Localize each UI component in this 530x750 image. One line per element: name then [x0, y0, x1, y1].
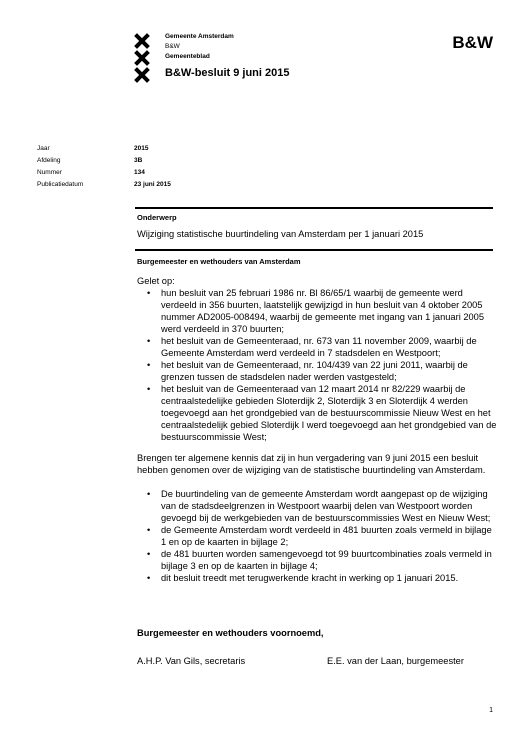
- subject-text: Wijziging statistische buurtindeling van Amsterdam per 1 januari 2015: [137, 229, 424, 239]
- list-item: • hun besluit van 25 februari 1986 nr. Bl 86/65/1 waarbij de gemeente werd verdeeld in 356 buurten, laatstelijk gewijzigd in hun besluit van 4 oktober 2005 nummer AD2005-008494, waarbij de gemeente met ingang van 1 januari 2005 werd verdeeld in 370 buurten;: [137, 287, 497, 335]
- organisation-lines: [165, 32, 234, 62]
- list-item: • de Gemeente Amsterdam wordt verdeeld in 481 buurten zoals vermeld in bijlage 1 en op de kaarten in bijlage 2;: [137, 524, 497, 548]
- amsterdam-xxx-logo-icon: [134, 33, 150, 83]
- meta-key: Publicatiedatum: [37, 181, 84, 188]
- org-name: Gemeente Amsterdam: [165, 33, 234, 40]
- list-item: • de 481 buurten worden samengevoegd tot 99 buurtcombinaties zoals vermeld in bijlage 3 en op de kaarten in bijlage 4;: [137, 548, 497, 572]
- page-number: 1: [489, 707, 493, 714]
- list-item: • De buurtindeling van de gemeente Amsterdam wordt aangepast op de wijziging van de stadsdeelgrenzen in Westpoort waarbij delen van Westpoort worden gevoegd bij de werkgebieden van de bestuurscommissies West en Nieuw West;: [137, 488, 497, 524]
- grounds-intro: Gelet op:: [137, 276, 175, 286]
- list-item: • het besluit van de Gemeenteraad, nr. 673 van 11 november 2009, waarbij de Gemeente Amsterdam werd verdeeld in 7 stadsdelen en Westpoort;: [137, 335, 497, 359]
- meta-value: 23 juni 2015: [134, 181, 171, 188]
- list-item: • het besluit van de Gemeenteraad van 12 maart 2014 nr 82/229 waarbij de centraalstedelijke gebieden Sloterdijk 2, Sloterdijk 3 en Sloterdijk 4 werden toegevoegd aan het grondgebied van de bestuurscommissie Nieuw West en het centraalstedelijk gebied Sloterdijk I werd toegevoegd aan het grondgebied van de bestuurscommissie West;: [137, 383, 497, 443]
- meta-key: Afdeling: [37, 157, 61, 164]
- decisions-list: [137, 488, 497, 584]
- signatory-secretary: A.H.P. Van Gils, secretaris: [137, 656, 246, 666]
- meta-row: [37, 179, 171, 191]
- meta-value: 3B: [134, 157, 143, 164]
- meta-key: Nummer: [37, 169, 62, 176]
- subject-label: Onderwerp: [137, 213, 177, 222]
- grounds-section: [137, 275, 497, 443]
- grounds-list: [137, 287, 497, 443]
- meta-row: [37, 167, 171, 179]
- org-publication: Gemeenteblad: [165, 53, 210, 60]
- list-item: • dit besluit treedt met terugwerkende kracht in werking op 1 januari 2015.: [137, 572, 497, 584]
- closing-heading: Burgemeester en wethouders voornoemd,: [137, 628, 324, 638]
- document-title: B&W-besluit 9 juni 2015: [165, 67, 290, 79]
- document-type: B&W: [452, 33, 493, 52]
- signatory-mayor: E.E. van der Laan, burgemeester: [327, 656, 464, 666]
- document-metadata: [37, 143, 171, 191]
- announcement-paragraph: Brengen ter algemene kennis dat zij in hun vergadering van 9 juni 2015 een besluit hebben genomen over de wijziging van de statistische buurtindeling van Amsterdam.: [137, 453, 486, 475]
- meta-value: 2015: [134, 145, 149, 152]
- divider: [135, 207, 493, 209]
- meta-key: Jaar: [37, 145, 50, 152]
- decisions-section: [137, 488, 497, 584]
- org-department: B&W: [165, 43, 180, 50]
- meta-row: [37, 143, 171, 155]
- board-heading: Burgemeester en wethouders van Amsterdam: [137, 257, 301, 266]
- meta-value: 134: [134, 169, 145, 176]
- divider: [135, 249, 493, 251]
- meta-row: [37, 155, 171, 167]
- list-item: • het besluit van de Gemeenteraad, nr. 104/439 van 22 juni 2011, waarbij de grenzen tussen de stadsdelen nader werden vastgesteld;: [137, 359, 497, 383]
